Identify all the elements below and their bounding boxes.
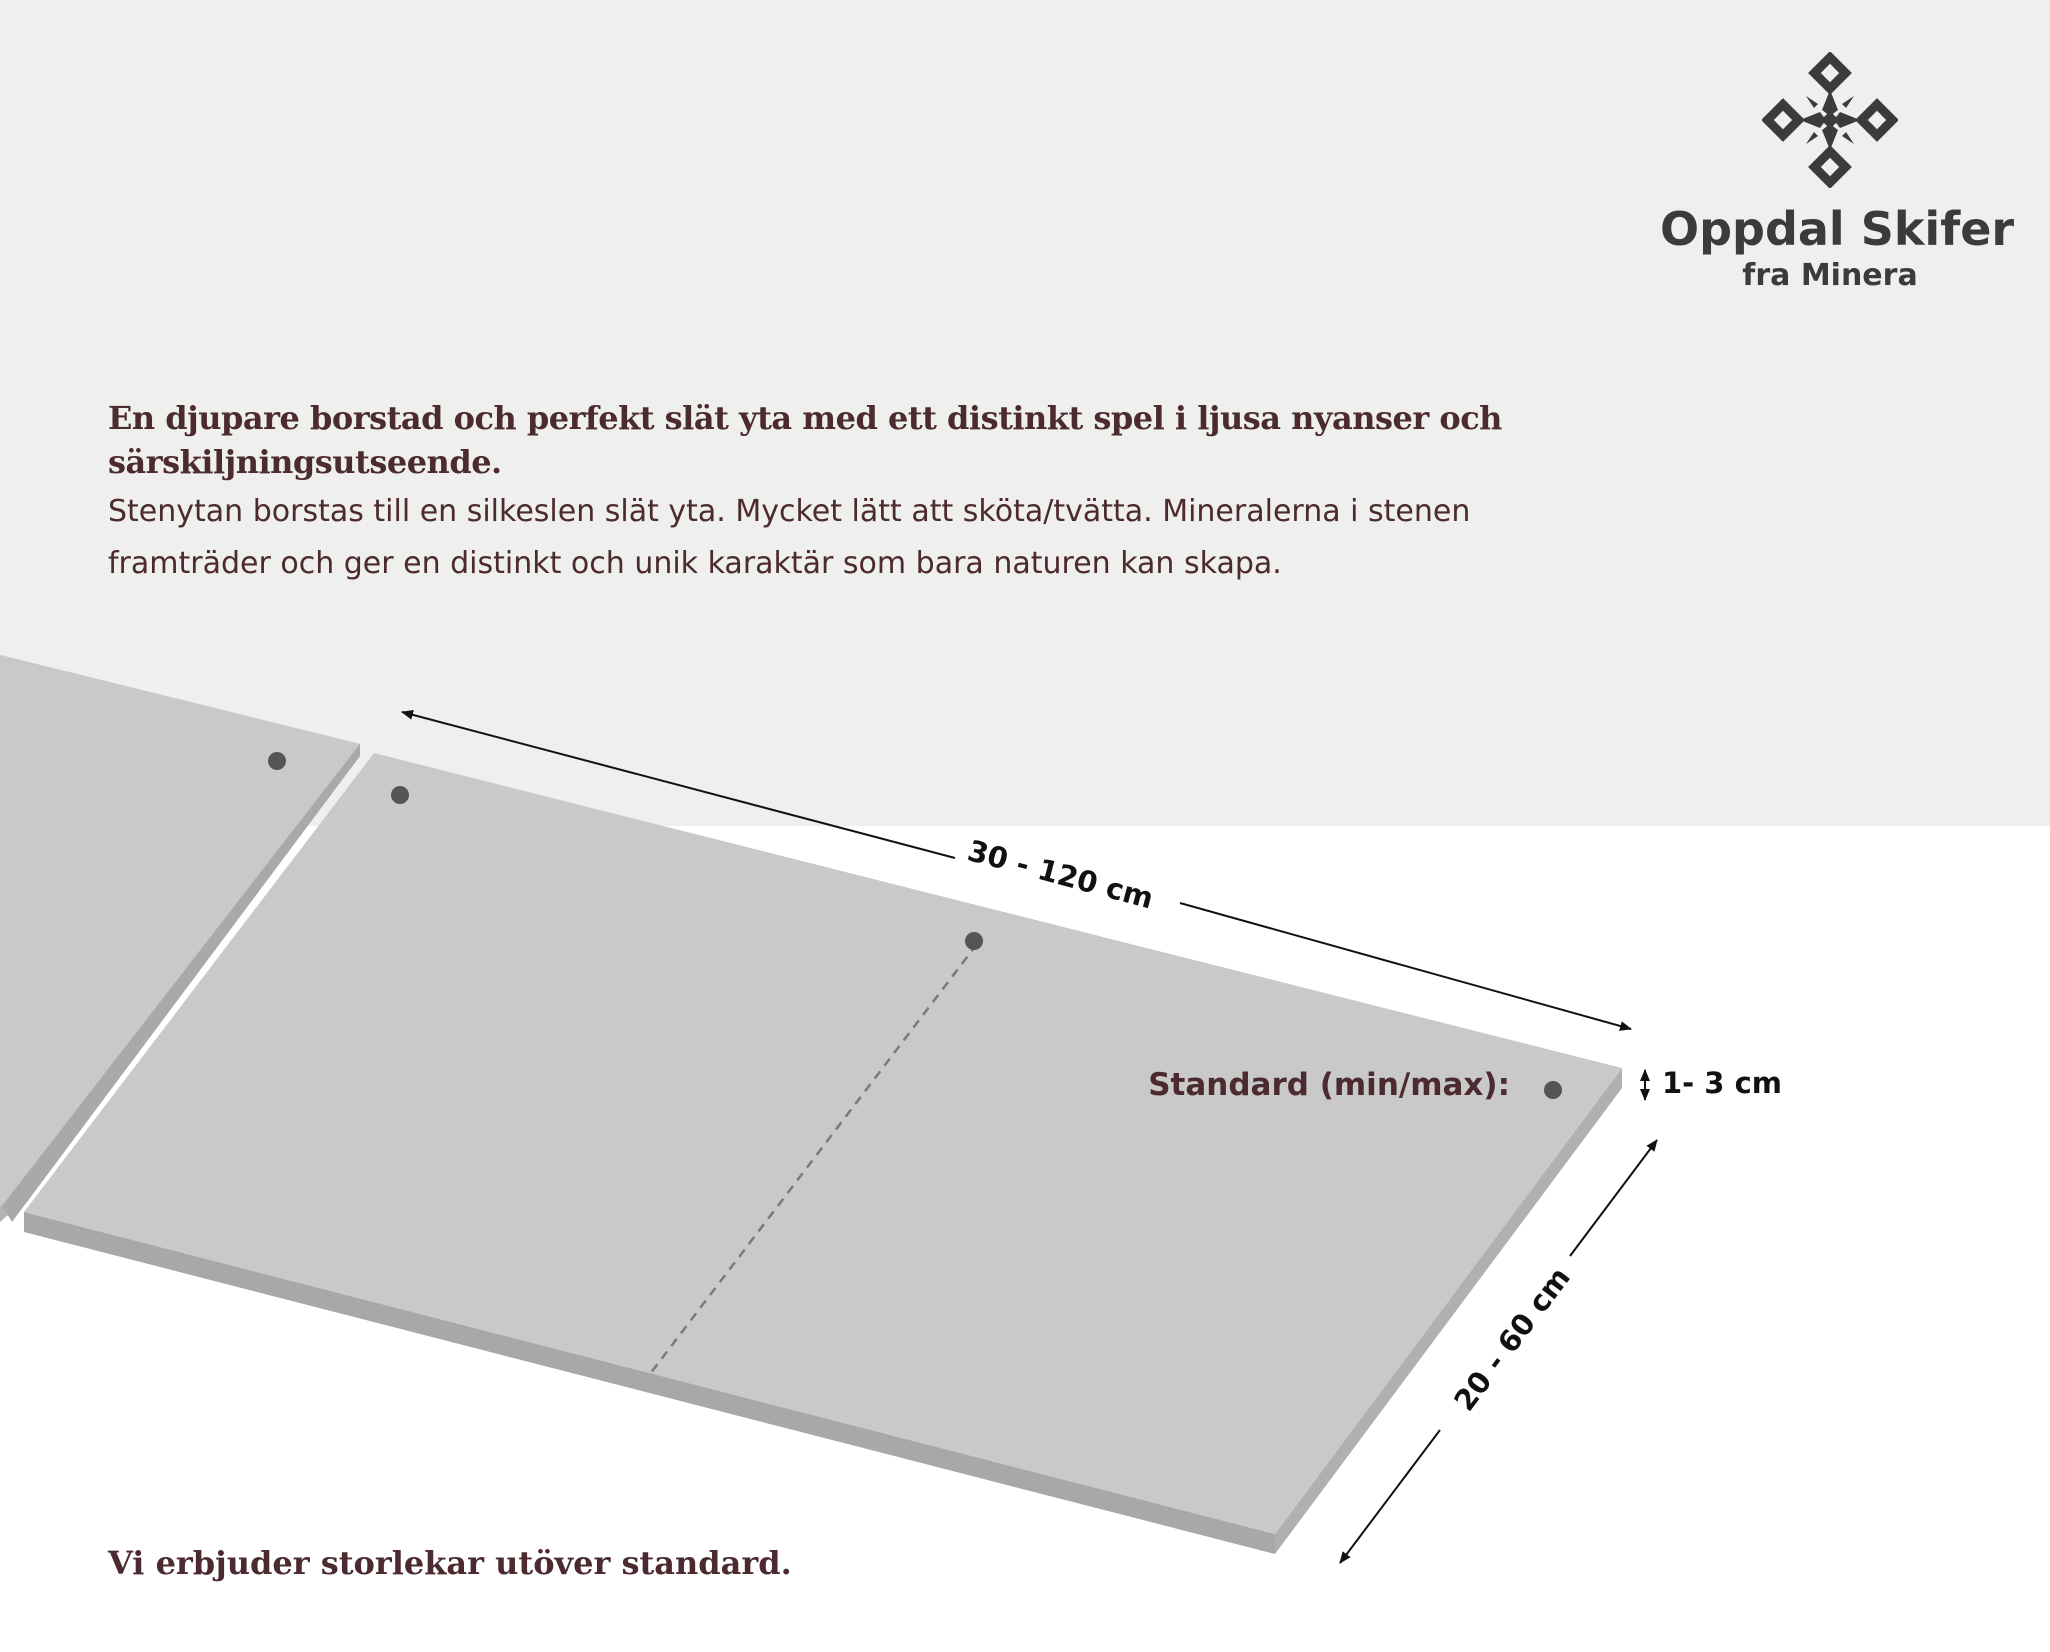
description-line-2: framträder och ger en distinkt och unik karaktär som bara naturen kan skapa. <box>108 546 1282 581</box>
mounting-hole <box>965 932 983 950</box>
description-line-1: Stenytan borstas till en silkeslen slät yta. Mycket lätt att sköta/tvätta. Mineralerna i stenen <box>108 494 1471 529</box>
standard-label: Standard (min/max): <box>1148 1067 1510 1103</box>
width-label: 20 - 60 cm <box>1447 1260 1577 1418</box>
length-label: 30 - 120 cm <box>964 833 1158 916</box>
mounting-hole <box>391 786 409 804</box>
mounting-hole <box>1544 1081 1562 1099</box>
brand-subtitle: fra Minera <box>1742 258 1918 293</box>
headline: En djupare borstad och perfekt slät yta med ett distinkt spel i ljusa nyanser och särskiljningsutseende. <box>108 399 1502 481</box>
footer-note: Vi erbjuder storlekar utöver standard. <box>108 1544 792 1582</box>
thickness-label: 1- 3 cm <box>1662 1066 1782 1100</box>
mounting-hole <box>268 752 286 770</box>
brand-name: Oppdal Skifer <box>1660 202 2015 256</box>
thickness-dimension <box>1645 1066 1782 1100</box>
